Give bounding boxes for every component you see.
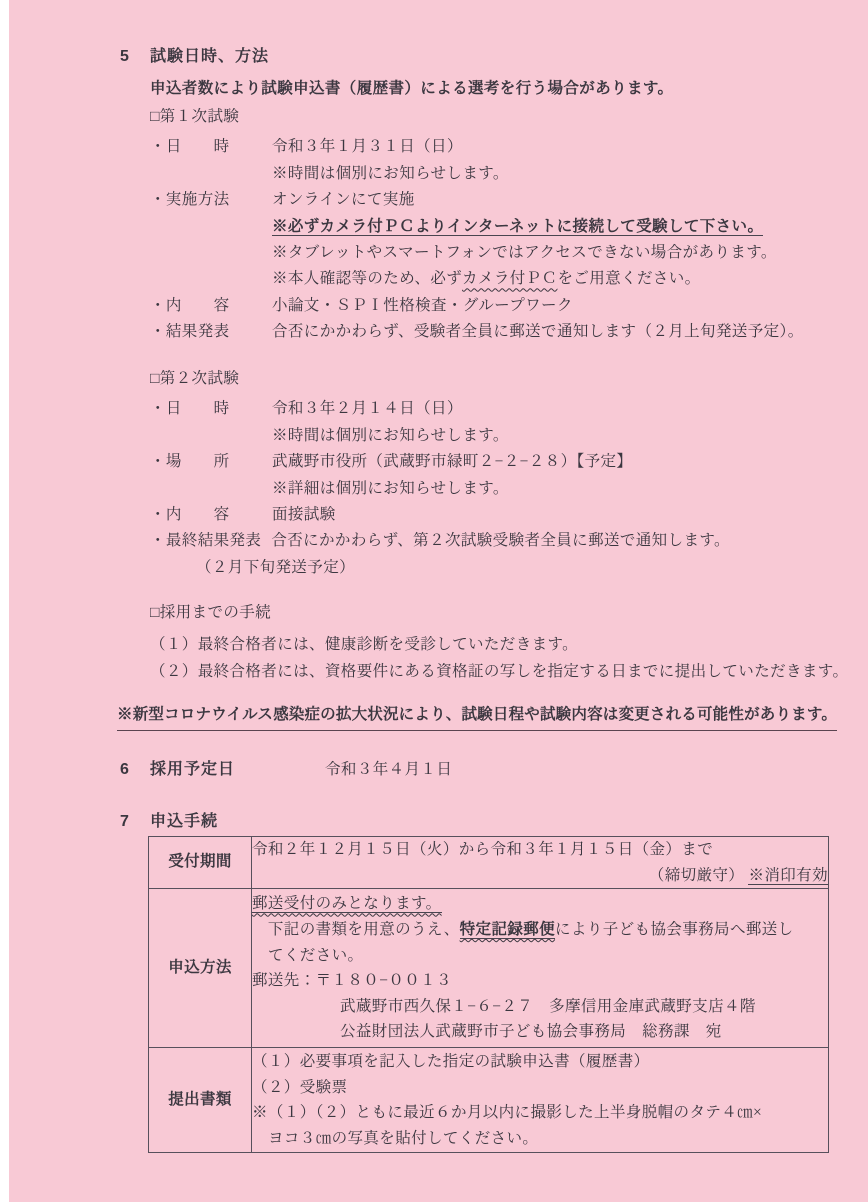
documents-header: 提出書類 <box>149 1048 252 1153</box>
scan-edge-strip <box>0 0 9 1202</box>
exam1-method-note3: ※本人確認等のため、必ずカメラ付ＰＣをご用意ください。 <box>272 270 701 288</box>
exam1-content-label: ・内 容 <box>150 296 230 314</box>
exam2-date-row <box>150 396 730 422</box>
covid-notice-block <box>117 702 837 731</box>
exam1-heading: □第１次試験 <box>150 108 240 125</box>
method-line-2: 下記の書類を用意のうえ、特定記録郵便により子ども協会事務局へ郵送し <box>252 921 794 938</box>
exam2-content-row <box>150 502 730 528</box>
method-line-5: 武蔵野市西久保１−６−２７ 多摩信用金庫武蔵野支店４階 <box>340 997 756 1015</box>
section-6-heading <box>120 757 235 783</box>
method-line-1: 郵送受付のみとなります。 <box>252 895 442 913</box>
method-line-4: 郵送先：〒１８０−００１３ <box>252 972 452 990</box>
documents-cell <box>252 1048 829 1153</box>
procedure-block <box>120 600 848 685</box>
selection-note: 申込者数により試験申込書（履歴書）による選考を行う場合があります。 <box>150 80 674 98</box>
section-6-row <box>120 757 452 783</box>
procedure-item-1: （１）最終合格者には、健康診断を受診していただきます。 <box>150 636 579 654</box>
table-row-method <box>149 889 829 1048</box>
section-7 <box>120 809 218 835</box>
section-5-heading <box>120 44 673 70</box>
exam2-place-value: 武蔵野市役所（武蔵野市緑町２−２−２８）【予定】 <box>272 453 633 471</box>
section-5-number: 5 <box>120 48 130 65</box>
section-7-heading <box>120 809 218 835</box>
section-6-value: 令和３年４月１日 <box>325 761 453 778</box>
exam2-final-label: ・最終結果発表 <box>150 532 262 550</box>
exam1-result-row <box>150 319 804 345</box>
period-header: 受付期間 <box>149 837 252 889</box>
exam1-date-label: ・日 時 <box>150 138 230 156</box>
postmark-valid-emphasis: ※消印有効 <box>748 866 828 884</box>
exam1-method-row <box>150 187 804 213</box>
table-row-documents <box>149 1048 829 1153</box>
method-header: 申込方法 <box>149 889 252 1048</box>
exam2-place-note: ※詳細は個別にお知らせします。 <box>272 479 509 497</box>
exam1-block <box>120 104 804 346</box>
period-line-2: （締切厳守） ※消印有効 <box>648 866 828 884</box>
documents-line-3: ※（１）（２）ともに最近６か月以内に撮影した上半身脱帽のタテ４㎝× <box>252 1104 763 1122</box>
exam1-result-label: ・結果発表 <box>150 323 230 341</box>
exam2-final-row <box>150 528 730 554</box>
application-table-block <box>148 836 829 1153</box>
section-7-title: 申込手続 <box>150 813 219 830</box>
procedure-heading: □採用までの手続 <box>150 604 272 621</box>
exam2-date-value: 令和３年２月１４日（日） <box>272 400 463 418</box>
exam2-final-note: （２月下旬発送予定） <box>196 558 356 576</box>
exam2-date-note: ※時間は個別にお知らせします。 <box>272 426 509 444</box>
exam2-heading: □第２次試験 <box>150 370 240 387</box>
exam1-date-row <box>150 134 804 160</box>
documents-line-1: （１）必要事項を記入した指定の試験申込書（履歴書） <box>252 1053 650 1070</box>
procedure-item-2: （２）最終合格者には、資格要件にある資格証の写しを指定する日までに提出していただきます。 <box>150 662 849 680</box>
exam1-date-value: 令和３年１月３１日（日） <box>272 138 463 156</box>
exam1-content-row <box>150 293 804 319</box>
exam2-place-label: ・場 所 <box>150 453 230 471</box>
camera-pc-emphasis: カメラ付ＰＣ <box>462 270 558 288</box>
section-6 <box>120 757 452 783</box>
section-5-title: 試験日時、方法 <box>150 48 270 65</box>
exam2-place-row <box>150 449 730 475</box>
documents-line-2: （２）受験票 <box>252 1078 348 1096</box>
section-6-number: 6 <box>120 761 130 778</box>
exam1-method-note1: ※必ずカメラ付ＰＣよりインターネットに接続して受験して下さい。 <box>272 217 764 235</box>
exam1-date-note: ※時間は個別にお知らせします。 <box>272 164 509 182</box>
registered-mail-emphasis: 特定記録郵便 <box>459 921 556 938</box>
application-table <box>148 836 829 1153</box>
exam1-method-label: ・実施方法 <box>150 191 230 209</box>
method-line-3: てください。 <box>268 946 364 964</box>
method-cell <box>252 889 829 1048</box>
documents-line-4: ヨコ３㎝の写真を貼付してください。 <box>268 1129 539 1147</box>
exam2-content-value: 面接試験 <box>272 506 336 524</box>
exam1-method-note2: ※タブレットやスマートフォンではアクセスできない場合があります。 <box>272 244 777 262</box>
section-5 <box>120 44 673 103</box>
section-7-number: 7 <box>120 813 130 830</box>
exam2-final-value: 合否にかかわらず、第２次試験受験者全員に郵送で通知します。 <box>271 532 730 550</box>
table-row-period <box>149 837 829 889</box>
exam1-result-value: 合否にかかわらず、受験者全員に郵送で通知します（２月上旬発送予定）。 <box>272 323 804 341</box>
exam2-content-label: ・内 容 <box>150 506 230 524</box>
section-6-title: 採用予定日 <box>150 761 236 778</box>
period-cell <box>252 837 829 889</box>
method-line-6: 公益財団法人武蔵野市子ども協会事務局 総務課 宛 <box>340 1023 722 1041</box>
period-line-1: 令和２年１２月１５日（火）から令和３年１月１５日（金）まで <box>252 841 714 858</box>
exam2-block <box>120 366 730 581</box>
exam1-content-value: 小論文・ＳＰＩ性格検査・グループワーク <box>272 296 573 314</box>
exam1-method-value: オンラインにて実施 <box>272 191 415 209</box>
covid-notice: ※新型コロナウイルス感染症の拡大状況により、試験日程や試験内容は変更される可能性があります。 <box>117 702 837 731</box>
exam2-date-label: ・日 時 <box>150 400 230 418</box>
